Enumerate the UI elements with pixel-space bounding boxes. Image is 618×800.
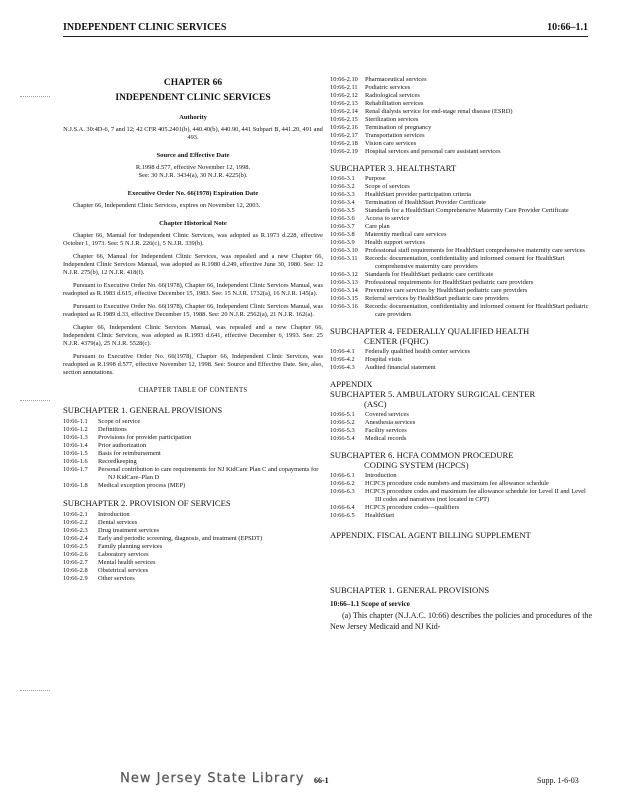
toc-row bbox=[330, 215, 592, 223]
toc-section-number: 10:66-3.11 bbox=[330, 255, 358, 262]
margin-mark bbox=[20, 690, 50, 691]
toc-section-title: Mental health services bbox=[98, 559, 156, 566]
toc-row bbox=[63, 418, 323, 426]
toc-section-number: 10:66-2.8 bbox=[63, 567, 88, 574]
chapter-title: INDEPENDENT CLINIC SERVICES bbox=[115, 93, 271, 103]
toc-section-title: Care plan bbox=[365, 223, 390, 230]
subchapter-heading: SUBCHAPTER 3. HEALTHSTART bbox=[330, 163, 457, 173]
section-body: (a) This chapter (N.J.A.C. 10:66) describes the policies and procedures of the New Jersey Medicaid and NJ Kid- bbox=[330, 611, 592, 631]
toc-section-number: 10:66-3.8 bbox=[330, 231, 355, 238]
toc-section-title: Radiological services bbox=[365, 92, 420, 99]
toc-section-number: 10:66-5.1 bbox=[330, 411, 355, 418]
toc-row bbox=[330, 116, 592, 124]
toc-section-number: 10:66-3.16 bbox=[330, 303, 358, 310]
toc-section-number: 10:66-2.16 bbox=[330, 124, 358, 131]
toc-section-title: HCPCS procedure codes and maximum fee allowance schedule for Level II and Level III codes and narratives (not located in CPT) bbox=[365, 488, 586, 503]
toc-section-number: 10:66-6.3 bbox=[330, 488, 355, 495]
header-title: INDEPENDENT CLINIC SERVICES bbox=[63, 22, 227, 33]
toc-section-title: Records: documentation, confidentiality and informed consent for HealthStart comprehensive maternity care providers bbox=[365, 255, 565, 270]
toc-row bbox=[330, 175, 592, 183]
toc-section-title: Recordkeeping bbox=[98, 458, 137, 465]
toc-row bbox=[330, 279, 592, 287]
toc-section-number: 10:66-2.1 bbox=[63, 511, 88, 518]
toc-list bbox=[63, 418, 323, 490]
history-heading: Chapter Historical Note bbox=[159, 220, 227, 227]
toc-section-number: 10:66-2.14 bbox=[330, 108, 358, 115]
toc-section-title: Definitions bbox=[98, 426, 127, 433]
toc-section-title: Family planning services bbox=[98, 543, 163, 550]
toc-section-number: 10:66-3.2 bbox=[330, 183, 355, 190]
toc-section-number: 10:66-2.7 bbox=[63, 559, 88, 566]
toc-section-number: 10:66-6.5 bbox=[330, 512, 355, 519]
toc-section-title: Preventive care services by HealthStart pediatric care providers bbox=[365, 287, 528, 294]
subchapter-heading: SUBCHAPTER 4. FEDERALLY QUALIFIED HEALTH bbox=[330, 326, 530, 336]
toc-section-number: 10:66-2.5 bbox=[63, 543, 88, 550]
toc-section-number: 10:66-2.2 bbox=[63, 519, 88, 526]
subchapter-heading: SUBCHAPTER 2. PROVISION OF SERVICES bbox=[63, 498, 231, 508]
toc-list bbox=[330, 76, 592, 156]
toc-section-title: Standards for a HealthStart Comprehensive Maternity Care Provider Certificate bbox=[365, 207, 569, 214]
appendix-heading: APPENDIX. FISCAL AGENT BILLING SUPPLEMENT bbox=[330, 530, 531, 540]
toc-row bbox=[330, 84, 592, 92]
toc-section-number: 10:66-3.12 bbox=[330, 271, 358, 278]
toc-section-title: Scope of services bbox=[365, 183, 410, 190]
toc-row bbox=[330, 199, 592, 207]
toc-section-number: 10:66-3.7 bbox=[330, 223, 355, 230]
toc-section-title: Medical exception process (MEP) bbox=[98, 482, 186, 489]
toc-row bbox=[330, 419, 592, 427]
toc-section-title: Purpose bbox=[365, 175, 386, 182]
toc-row bbox=[330, 356, 592, 364]
toc-row bbox=[330, 92, 592, 100]
toc-list bbox=[63, 511, 323, 583]
toc-section-number: 10:66-2.17 bbox=[330, 132, 358, 139]
toc-section-number: 10:66-1.7 bbox=[63, 466, 88, 473]
toc-row bbox=[63, 567, 323, 575]
toc-row bbox=[330, 427, 592, 435]
toc-section-title: Prior authorization bbox=[98, 442, 147, 449]
toc-section-title: Covered services bbox=[365, 411, 409, 418]
toc-list bbox=[330, 411, 592, 443]
toc-section-number: 10:66-1.8 bbox=[63, 482, 88, 489]
header-rule bbox=[63, 36, 588, 37]
running-header bbox=[63, 22, 588, 33]
toc-section-title: Introduction bbox=[98, 511, 130, 518]
toc-section-title: Standards for HealthStart pediatric care certificate bbox=[365, 271, 494, 278]
toc-row bbox=[330, 140, 592, 148]
section-subchapter-heading: SUBCHAPTER 1. GENERAL PROVISIONS bbox=[330, 585, 490, 595]
toc-list bbox=[330, 175, 592, 319]
toc-row bbox=[330, 76, 592, 84]
toc-section-number: 10:66-2.6 bbox=[63, 551, 88, 558]
toc-section-number: 10:66-3.3 bbox=[330, 191, 355, 198]
toc-section-title: Health support services bbox=[365, 239, 425, 246]
toc-row bbox=[330, 271, 592, 279]
toc-section-number: 10:66-2.19 bbox=[330, 148, 358, 155]
toc-row bbox=[330, 100, 592, 108]
toc-section-number: 10:66-2.3 bbox=[63, 527, 88, 534]
toc-row bbox=[63, 434, 323, 442]
authority-heading: Authority bbox=[179, 114, 207, 121]
toc-section-number: 10:66-2.9 bbox=[63, 575, 88, 582]
toc-row bbox=[330, 348, 592, 356]
toc-row bbox=[63, 442, 323, 450]
toc-row bbox=[330, 435, 592, 443]
toc-row bbox=[63, 450, 323, 458]
toc-row bbox=[63, 559, 323, 567]
toc-row bbox=[330, 480, 592, 488]
toc-section-number: 10:66-2.18 bbox=[330, 140, 358, 147]
toc-row bbox=[330, 148, 592, 156]
toc-section-title: Obstetrical services bbox=[98, 567, 149, 574]
toc-row bbox=[330, 364, 592, 372]
subchapter-heading: SUBCHAPTER 5. AMBULATORY SURGICAL CENTER bbox=[330, 389, 536, 399]
toc-section-number: 10:66-1.1 bbox=[63, 418, 88, 425]
margin-mark bbox=[20, 400, 50, 401]
toc-section-title: Podiatric services bbox=[365, 84, 411, 91]
toc-row bbox=[63, 527, 323, 535]
toc-section-title: Drug treatment services bbox=[98, 527, 160, 534]
toc-section-number: 10:66-5.3 bbox=[330, 427, 355, 434]
toc-section-title: Sterilization services bbox=[365, 116, 419, 123]
toc-section-number: 10:66-3.5 bbox=[330, 207, 355, 214]
toc-row bbox=[330, 255, 592, 271]
toc-row bbox=[330, 287, 592, 295]
section-heading: 10:66–1.1 Scope of service bbox=[330, 600, 410, 608]
toc-section-number: 10:66-3.13 bbox=[330, 279, 358, 286]
toc-section-number: 10:66-2.13 bbox=[330, 100, 358, 107]
toc-row bbox=[330, 231, 592, 239]
toc-row bbox=[330, 132, 592, 140]
toc-section-number: 10:66-5.2 bbox=[330, 419, 355, 426]
toc-section-title: Dental services bbox=[98, 519, 138, 526]
toc-section-title: Basis for reimbursement bbox=[98, 450, 161, 457]
chapter-number: CHAPTER 66 bbox=[163, 78, 223, 88]
toc-section-number: 10:66-4.3 bbox=[330, 364, 355, 371]
toc-section-title: Early and periodic screening, diagnosis, and treatment (EPSDT) bbox=[98, 535, 263, 542]
toc-section-title: Other services bbox=[98, 575, 135, 582]
toc-section-number: 10:66-6.1 bbox=[330, 472, 355, 479]
toc-section-title: HCPCS procedure code numbers and maximum fee allowance schedule bbox=[365, 480, 549, 487]
toc-row bbox=[330, 472, 592, 480]
toc-section-number: 10:66-3.14 bbox=[330, 287, 358, 294]
toc-list bbox=[330, 472, 592, 520]
toc-section-title: Access to service bbox=[365, 215, 410, 222]
toc-section-number: 10:66-3.4 bbox=[330, 199, 355, 206]
history-notes bbox=[63, 232, 323, 377]
subchapter-heading-cont: CODING SYSTEM (HCPCS) bbox=[364, 460, 469, 470]
toc-section-number: 10:66-5.4 bbox=[330, 435, 355, 442]
toc-section-number: 10:66-3.6 bbox=[330, 215, 355, 222]
toc-section-number: 10:66-3.15 bbox=[330, 295, 358, 302]
toc-section-title: Facility services bbox=[365, 427, 407, 434]
toc-row bbox=[330, 303, 592, 319]
toc-row bbox=[63, 482, 323, 490]
toc-section-title: Professional requirements for HealthStart pediatric care providers bbox=[365, 279, 534, 286]
toc-section-number: 10:66-6.2 bbox=[330, 480, 355, 487]
toc-section-number: 10:66-1.6 bbox=[63, 458, 88, 465]
toc-row bbox=[63, 466, 323, 482]
toc-section-title: HCPCS procedure codes—qualifiers bbox=[365, 504, 460, 511]
toc-section-title: Renal dialysis service for end-stage renal disease (ESRD) bbox=[365, 108, 513, 115]
toc-section-title: Transportation services bbox=[365, 132, 425, 139]
subchapter-heading-cont: CENTER (FQHC) bbox=[364, 336, 429, 346]
toc-section-number: 10:66-2.15 bbox=[330, 116, 358, 123]
toc-section-title: Federally qualified health center services bbox=[365, 348, 471, 355]
authority-text: N.J.S.A. 30:4D-6, 7 and 12; 42 CFR 405.2401(b), 440.40(b), 440.90, 441 Subpart B, 441.20, 491 and 493. bbox=[63, 126, 323, 141]
toc-row bbox=[330, 191, 592, 199]
toc-section-title: Personal contribution to care requirements for NJ KidCare Plan C and copayments for NJ KidCare–Plan D bbox=[98, 466, 319, 481]
history-paragraph: Pursuant to Executive Order No. 66(1978), Chapter 66, Independent Clinic Services Manual, was readopted as R.1989 d.33, effective December 15, 1988. See: 20 N.J.R. 2562(a), 21 N.J.R. 162(a). bbox=[63, 303, 323, 318]
history-paragraph: Chapter 66, Independent Clinic Services Manual, was repealed and a new Chapter 66, Independent Clinic Services, was adopted as R.1993 d.641, effective December 6, 1993. See: 25 N.J.R. 4379(a), 25 N.J.R. 5528(c). bbox=[63, 324, 323, 347]
toc-section-number: 10:66-2.4 bbox=[63, 535, 88, 542]
toc-section-title: HealthStart bbox=[365, 512, 395, 519]
toc-row bbox=[63, 458, 323, 466]
toc-section-number: 10:66-4.1 bbox=[330, 348, 355, 355]
source-heading: Source and Effective Date bbox=[156, 152, 230, 159]
toc-row bbox=[63, 519, 323, 527]
toc-section-title: Hospital visits bbox=[365, 356, 402, 363]
toc-row bbox=[330, 183, 592, 191]
toc-row bbox=[63, 426, 323, 434]
toc-section-number: 10:66-1.4 bbox=[63, 442, 88, 449]
toc-section-number: 10:66-6.4 bbox=[330, 504, 355, 511]
toc-section-title: Laboratory services bbox=[98, 551, 149, 558]
left-column bbox=[63, 76, 323, 583]
toc-section-number: 10:66-1.3 bbox=[63, 434, 88, 441]
toc-section-title: Records: documentation, confidentiality and informed consent for HealthStart pediatric care providers bbox=[365, 303, 589, 318]
toc-section-number: 10:66-1.5 bbox=[63, 450, 88, 457]
toc-row bbox=[330, 504, 592, 512]
subchapter-heading: SUBCHAPTER 6. HCFA COMMON PROCEDURE bbox=[330, 450, 514, 460]
right-column bbox=[330, 76, 592, 632]
toc-row bbox=[330, 108, 592, 116]
toc-section-title: Maternity medical care services bbox=[365, 231, 447, 238]
toc-row bbox=[63, 551, 323, 559]
subchapter-heading-cont: (ASC) bbox=[364, 399, 387, 409]
toc-row bbox=[63, 511, 323, 519]
toc-list bbox=[330, 348, 592, 372]
toc-row bbox=[330, 295, 592, 303]
toc-section-title: Audited financial statement bbox=[365, 364, 436, 371]
supplement-date: Supp. 1-6-03 bbox=[537, 776, 579, 785]
toc-section-title: Scope of service bbox=[98, 418, 141, 425]
toc-section-title: Medical records bbox=[365, 435, 407, 442]
toc-row bbox=[330, 488, 592, 504]
library-watermark: New Jersey State Library bbox=[120, 771, 305, 786]
toc-row bbox=[330, 207, 592, 215]
toc-section-title: Termination of HealthStart Provider Certificate bbox=[365, 199, 486, 206]
toc-row bbox=[63, 543, 323, 551]
toc-section-number: 10:66-2.10 bbox=[330, 76, 358, 83]
toc-section-title: Provisions for provider participation bbox=[98, 434, 192, 441]
history-paragraph: Chapter 66, Manual for Independent Clinic Services, was repealed and a new Chapter 66, Independent Clinic Services Manual, was adopted as R.1980 d.249, effective June 30, 1980. See: 12 N.J.R. 275(b), 12 N.J.R. 418(f). bbox=[63, 253, 323, 276]
exec-order-heading: Executive Order No. 66(1978) Expiration Date bbox=[127, 190, 259, 197]
toc-section-title: Anesthesia services bbox=[365, 419, 416, 426]
page-number: 66-1 bbox=[314, 776, 329, 785]
appendix-label: APPENDIX bbox=[330, 379, 373, 389]
toc-section-title: Pharmaceutical services bbox=[365, 76, 427, 83]
toc-section-number: 10:66-3.9 bbox=[330, 239, 355, 246]
toc-section-title: Vision care services bbox=[365, 140, 417, 147]
toc-section-number: 10:66-3.1 bbox=[330, 175, 355, 182]
toc-section-number: 10:66-1.2 bbox=[63, 426, 88, 433]
toc-section-title: HealthStart provider participation criteria bbox=[365, 191, 471, 198]
toc-row bbox=[330, 512, 592, 520]
source-text: R.1998 d.577, effective November 12, 1998. See: 30 N.J.R. 3434(a), 30 N.J.R. 4225(b). bbox=[135, 164, 251, 179]
toc-heading: CHAPTER TABLE OF CONTENTS bbox=[138, 387, 248, 394]
toc-section-title: Professional staff requirements for HealthStart comprehensive maternity care services bbox=[365, 247, 585, 254]
toc-section-title: Referral services by HealthStart pediatric care providers bbox=[365, 295, 509, 302]
toc-row bbox=[330, 124, 592, 132]
exec-order-text: Chapter 66, Independent Clinic Services, expires on November 12, 2003. bbox=[73, 202, 261, 209]
subchapter-heading: SUBCHAPTER 1. GENERAL PROVISIONS bbox=[63, 405, 223, 415]
toc-section-title: Hospital services and personal care assistant services bbox=[365, 148, 501, 155]
toc-row bbox=[330, 411, 592, 419]
toc-section-title: Termination of pregnancy bbox=[365, 124, 432, 131]
toc-section-number: 10:66-4.2 bbox=[330, 356, 355, 363]
history-paragraph: Pursuant to Executive Order No. 66(1978), Chapter 66, Independent Clinic Services, was readopted as R.1998 d.577, effective November 12, 1998. See: Source and Effective Date. See, also, section annotations. bbox=[63, 353, 323, 376]
history-paragraph: Pursuant to Executive Order No. 66(1978), Chapter 66, Independent Clinic Services Manual, was readopted as R.1983 d.615, effective December 15, 1983. See: 15 N.J.R. 1732(a), 16 N.J.R. 145(a). bbox=[63, 282, 323, 297]
margin-mark bbox=[20, 96, 50, 97]
toc-row bbox=[330, 239, 592, 247]
toc-section-title: Introduction bbox=[365, 472, 397, 479]
toc-section-title: Rehabilitation services bbox=[365, 100, 424, 107]
toc-section-number: 10:66-3.10 bbox=[330, 247, 358, 254]
header-section: 10:66–1.1 bbox=[547, 22, 588, 33]
history-paragraph: Chapter 66, Manual for Independent Clinic Services, was adopted as R.1973 d.228, effective October 1, 1973. See: 5 N.J.R. 226(c), 5 N.J.R. 339(b). bbox=[63, 232, 323, 247]
toc-row bbox=[63, 575, 323, 583]
toc-row bbox=[330, 223, 592, 231]
toc-row bbox=[330, 247, 592, 255]
toc-section-number: 10:66-2.12 bbox=[330, 92, 358, 99]
toc-section-number: 10:66-2.11 bbox=[330, 84, 358, 91]
toc-row bbox=[63, 535, 323, 543]
